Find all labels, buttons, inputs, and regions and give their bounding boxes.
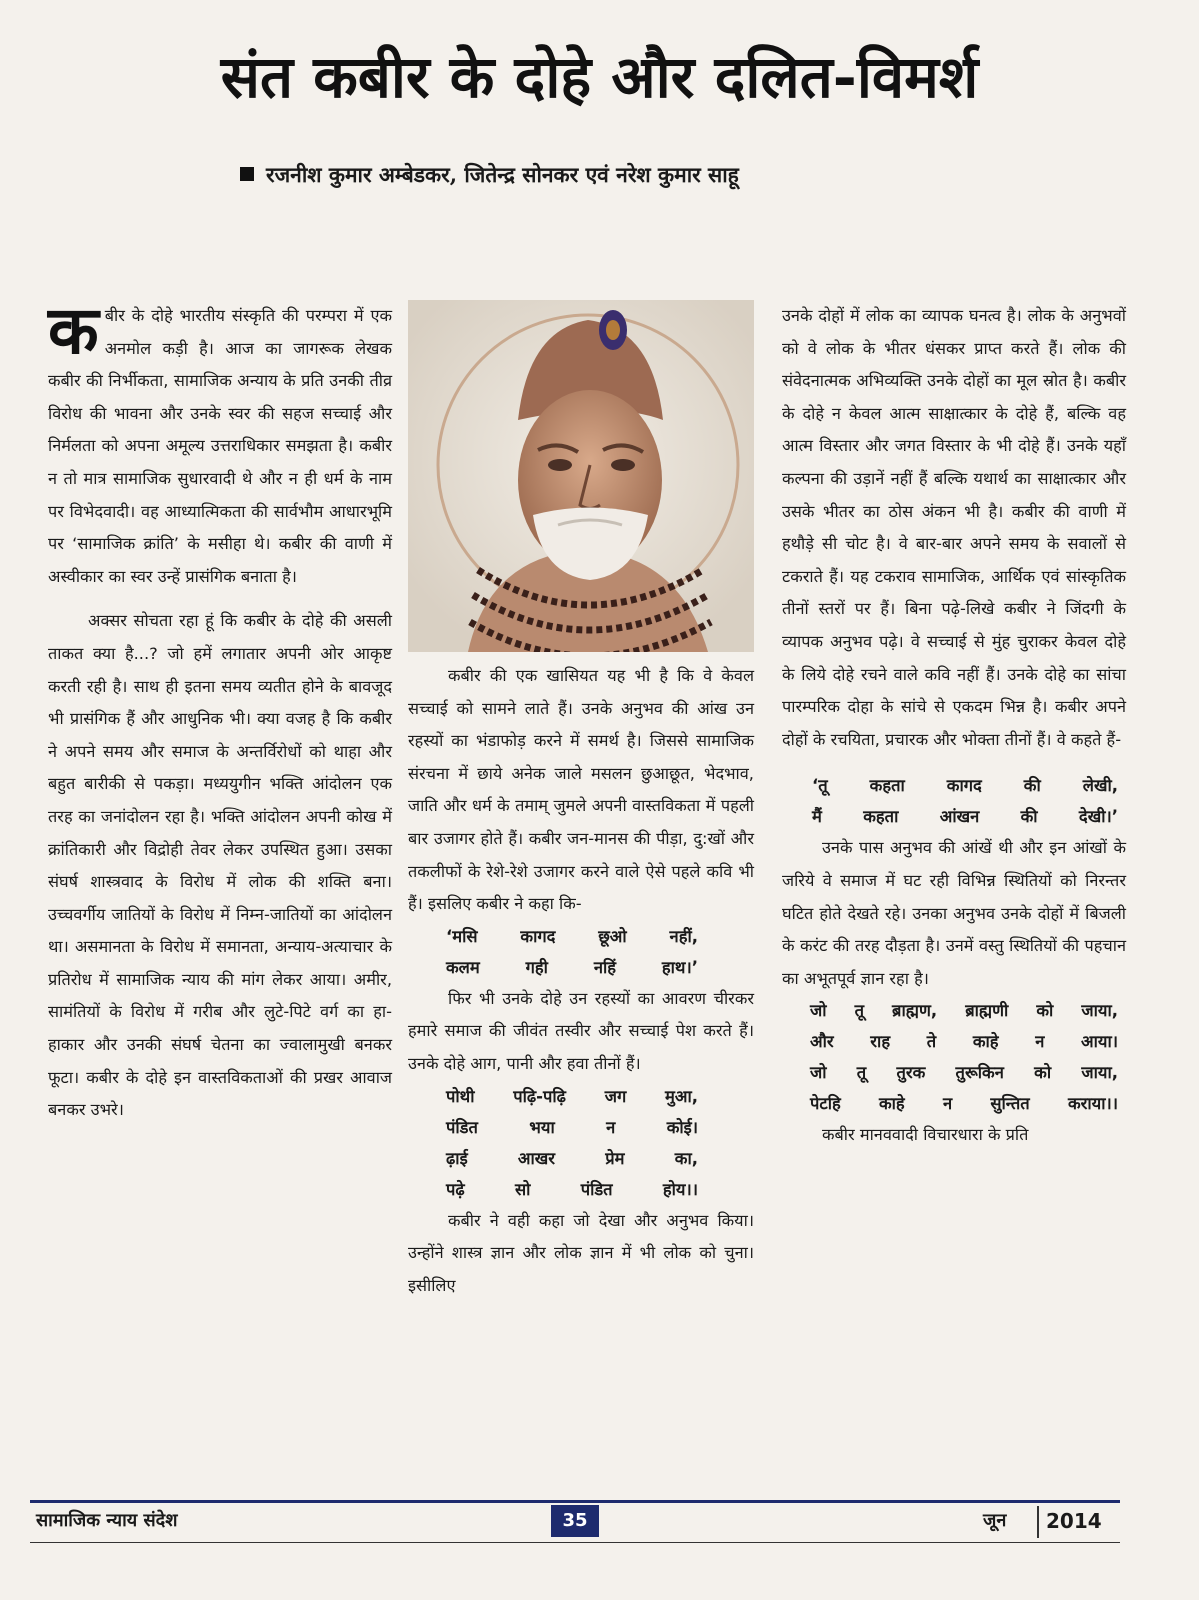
verse-line: पढ़े सो पंडित होय।। — [446, 1179, 698, 1199]
paragraph: कबीर ने वही कहा जो देखा और अनुभव किया। उन्होंने शास्त्र ज्ञान और लोक ज्ञान में भी लोक को चुना। इसीलिए — [408, 1210, 754, 1295]
byline — [240, 160, 1140, 190]
issue-month: जून — [983, 1510, 1007, 1531]
verse-line: पंडित भया न कोई। — [446, 1117, 698, 1137]
kabir-portrait — [408, 300, 754, 652]
column-2 — [408, 660, 754, 1302]
authors: रजनीश कुमार अम्बेडकर, जितेन्द्र सोनकर एवं नरेश कुमार साहू — [266, 162, 739, 187]
verse-line: कलम गही नहिं हाथ।’ — [446, 957, 698, 977]
magazine-name: सामाजिक न्याय संदेश — [36, 1510, 178, 1531]
paragraph: कबीर मानववादी विचारधारा के प्रति — [822, 1125, 1029, 1145]
paragraph: अक्सर सोचता रहा हूं कि कबीर के दोहे की असली ताकत क्या है...? जो हमें लगातार अपनी ओर आकृष्ट करती रही है। साथ ही इतना समय व्यतीत होने के बावजूद भी प्रासंगिक हैं और आधुनिक भी। क्या वजह है कि कबीर ने अपने समय और समाज के अन्तर्विरोधों को थाहा और बहुत बारीकी से पकड़ा। मध्ययुगीन भक्ति आंदोलन एक तरह का जनांदोलन रहा है। भक्ति आंदोलन अपनी कोख में क्रांतिकारी और विद्रोही तेवर लेकर उपस्थित हुआ। उसका संघर्ष शास्त्रवाद के विरोध में लोक की शक्ति बना। उच्चवर्गीय जातियों के विरोध में निम्न-जातियों का आंदोलन था। असमानता के विरोध में समानता, अन्याय-अत्याचार के प्रतिरोध में सामाजिक न्याय की मांग लेकर आया। अमीर, सामंतियों के विरोध में गरीब और लुटे-पिटे वर्ग का हा-हाकार और उनकी संघर्ष चेतना का ज्वालामुखी बनकर फूटा। कबीर के दोहे इन वास्तविकताओं की प्रखर आवाज बनकर उभरे। — [48, 611, 392, 1120]
paragraph: फिर भी उनके दोहे उन रहस्यों का आवरण चीरकर हमारे समाज की जीवंत तस्वीर और सच्चाई पेश करते हैं। उनके दोहे आग, पानी और हवा तीनों हैं। — [408, 988, 754, 1073]
couplet — [782, 770, 1126, 832]
footer-rule — [30, 1500, 1120, 1503]
verse-line: जो तू ब्राह्मण, ब्राह्मणी को जाया, — [810, 1001, 1118, 1021]
couplet — [408, 1081, 754, 1205]
verse-line: पेटहि काहे न सुन्तित कराया।। — [810, 1094, 1118, 1114]
verse-line: ‘तू कहता कागद की लेखी, — [812, 776, 1118, 796]
footer-divider — [1037, 1506, 1039, 1538]
couplet — [408, 921, 754, 983]
verse-line: और राह ते काहे न आया। — [810, 1032, 1118, 1052]
paragraph: कबीर की एक खासियत यह भी है कि वे केवल सच्चाई को सामने लाते हैं। उनके अनुभव की आंख उन रहस्यों का भंडाफोड़ करने में समर्थ है। जिससे सामाजिक संरचना में छाये अनेक जाले मसलन छुआछूत, भेदभाव, जाति और धर्म के तमाम् जुमले अपनी वास्तविकता में पहली बार उजागर होते हैं। कबीर जन-मानस की पीड़ा, दु:खों और तकलीफों के रेशे-रेशे उजागर करने वाले ऐसे पहले कवि भी हैं। इसलिए कबीर ने कहा कि- — [408, 666, 754, 914]
portrait-image — [408, 300, 754, 652]
verse-line: मैं कहता आंखन की देखी।’ — [812, 807, 1118, 827]
verse-line: ढ़ाई आखर प्रेम का, — [446, 1148, 698, 1168]
square-bullet-icon — [240, 167, 254, 181]
article-title: संत कबीर के दोहे और दलित-विमर्श — [220, 43, 979, 111]
issue-year: 2014 — [1046, 1509, 1102, 1533]
paragraph: उनके दोहों में लोक का व्यापक घनत्व है। लोक के अनुभवों को वे लोक के भीतर धंसकर प्राप्त करते हैं। लोक की संवेदनात्मक अभिव्यक्ति उनके दोहों का मूल स्रोत है। कबीर के दोहे न केवल आत्म साक्षात्कार के दोहे हैं, बल्कि वह आत्म विस्तार और जगत विस्तार के भी दोहे हैं। उनके यहाँ कल्पना की उड़ानें नहीं हैं बल्कि यथार्थ का साक्षात्कार और उसके भीतर का ठोस अंकन भी है। कबीर की वाणी में हथौड़े सी चोट है। वे बार-बार अपने समय के सवालों से टकराते हैं। यह टकराव सामाजिक, आर्थिक एवं सांस्कृतिक तीनों स्तरों पर हैं। बिना पढ़े-लिखे कबीर ने जिंदगी के व्यापक अनुभव पढ़े। वे सच्चाई से मुंह चुराकर केवल दोहे के लिये दोहे रचने वाले कवि नहीं हैं। उनके दोहे का सांचा पारम्परिक दोहा के सांचे से एकदम भिन्न है। कबीर अपने दोहों के रचयिता, प्रचारक और भोक्ता तीनों हैं। वे कहते हैं- — [782, 306, 1126, 749]
column-1 — [48, 292, 392, 1127]
verse-line: जो तू तुरक तुरूकिन को जाया, — [810, 1063, 1118, 1083]
paragraph-text: बीर के दोहे भारतीय संस्कृति की परम्परा में एक अनमोल कड़ी है। आज का जागरूक लेखक कबीर की निर्भीकता, सामाजिक अन्याय के प्रति उनकी तीव्र विरोध की भावना और उनके स्वर की सहज सच्चाई और निर्मलता को अपना अमूल्य उत्तराधिकार समझता है। कबीर न तो मात्र सामाजिक सुधारवादी थे और न ही धर्म के नाम पर विभेदवादी। वह आध्यात्मिकता की सार्वभौम आधारभूमि पर ‘सामाजिक क्रांति’ के मसीहा थे। कबीर की वाणी में अस्वीकार का स्वर उन्हें प्रासंगिक बनाता है। — [48, 306, 392, 586]
verse-line: ‘मसि कागद छूओ नहीं, — [446, 926, 698, 946]
verse-line: पोथी पढ़ि-पढ़ि जग मुआ, — [446, 1086, 698, 1106]
page-number: 35 — [551, 1505, 599, 1537]
column-3 — [782, 300, 1126, 1152]
paragraph: उनके पास अनुभव की आंखें थी और इन आंखों के जरिये वे समाज में घट रही विभिन्न स्थितियों को निरन्तर घटित होते देखते रहे। उनका अनुभव उनके दोहों में बिजली के करंट की तरह दौड़ता है। उनमें वस्तु स्थितियों की पहचान का अभूतपूर्व ज्ञान रहा है। — [782, 838, 1126, 988]
paragraph — [48, 292, 392, 593]
couplet — [782, 995, 1126, 1119]
drop-cap: क — [48, 292, 99, 369]
footer-bottom-rule — [30, 1542, 1120, 1543]
